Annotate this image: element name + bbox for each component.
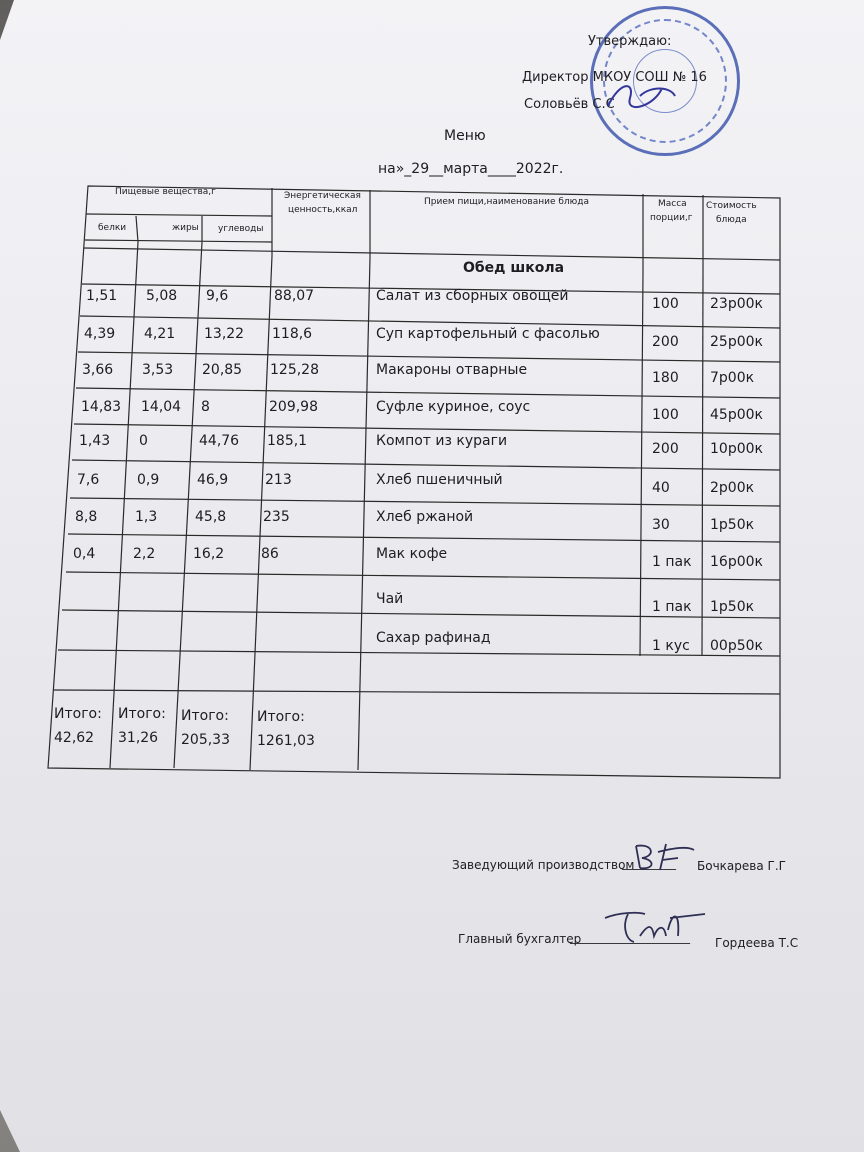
- chief-signature: [628, 838, 698, 874]
- accountant-name: Гордеева Т.С: [715, 936, 799, 950]
- row-8-fat: 2,2: [133, 546, 156, 562]
- row-8-dish-cost: 16р00к: [710, 554, 763, 570]
- menu-title: Меню: [444, 128, 486, 144]
- row-5-dish-name: Компот из кураги: [376, 433, 508, 449]
- row-8-energy: 86: [261, 546, 279, 562]
- accountant-line: ____________________: [570, 930, 690, 944]
- row-1-dish-name: Салат из сборных овощей: [376, 288, 569, 304]
- row-4-fat: 14,04: [141, 399, 182, 415]
- header-energy-1: Энергетическая: [284, 191, 361, 201]
- row-1-protein: 1,51: [86, 288, 118, 304]
- total-label-energy: Итого:: [257, 709, 305, 725]
- header-fat: жиры: [172, 223, 199, 233]
- row-2-carbs: 13,22: [204, 326, 245, 342]
- total-carbs: 205,33: [181, 732, 230, 748]
- row-4-dish-cost: 45р00к: [710, 407, 763, 423]
- row-9-dish-name: Чай: [376, 591, 404, 607]
- header-cost-1: Стоимость: [706, 201, 757, 211]
- total-label-fat: Итого:: [118, 706, 166, 722]
- row-8-carbs: 16,2: [193, 546, 225, 562]
- chief-name: Бочкарева Г.Г: [697, 859, 786, 873]
- row-9-portion-mass: 1 пак: [652, 599, 692, 615]
- row-2-protein: 4,39: [84, 326, 116, 342]
- approval-label: Утверждаю:: [588, 34, 672, 49]
- accountant-signature: [600, 906, 710, 950]
- total-fat: 31,26: [118, 730, 159, 746]
- row-2-energy: 118,6: [272, 326, 313, 342]
- row-1-fat: 5,08: [146, 288, 178, 304]
- accountant-label: Главный бухгалтер: [458, 932, 582, 946]
- row-4-energy: 209,98: [269, 399, 318, 415]
- row-4-dish-name: Суфле куриное, соус: [376, 399, 531, 415]
- row-10-dish-name: Сахар рафинад: [376, 630, 491, 646]
- header-protein: белки: [98, 223, 127, 233]
- row-10-dish-cost: 00р50к: [710, 638, 763, 654]
- total-label-carbs: Итого:: [181, 708, 229, 724]
- row-3-protein: 3,66: [82, 362, 114, 378]
- row-3-carbs: 20,85: [202, 362, 243, 378]
- row-4-protein: 14,83: [81, 399, 122, 415]
- row-6-energy: 213: [265, 472, 292, 488]
- row-5-carbs: 44,76: [199, 433, 240, 449]
- row-7-fat: 1,3: [135, 509, 158, 525]
- row-6-portion-mass: 40: [652, 480, 670, 496]
- row-4-portion-mass: 100: [652, 407, 679, 423]
- row-3-portion-mass: 180: [652, 370, 679, 386]
- header-mass-1: Масса: [658, 199, 687, 209]
- row-2-dish-cost: 25р00к: [710, 334, 763, 350]
- row-6-dish-cost: 2р00к: [710, 480, 755, 496]
- total-energy: 1261,03: [257, 733, 315, 749]
- row-6-carbs: 46,9: [197, 472, 229, 488]
- header-cost-2: блюда: [716, 215, 747, 225]
- row-6-dish-name: Хлеб пшеничный: [376, 472, 503, 488]
- row-5-fat: 0: [139, 433, 148, 449]
- row-4-carbs: 8: [201, 399, 210, 415]
- total-protein: 42,62: [54, 730, 95, 746]
- header-mass-2: порции,г: [650, 213, 693, 223]
- chief-line: _________: [622, 856, 676, 870]
- row-1-carbs: 9,6: [206, 288, 229, 304]
- row-7-energy: 235: [263, 509, 290, 525]
- row-3-energy: 125,28: [270, 362, 319, 378]
- header-nutrients: Пищевые вещества,г: [115, 187, 216, 197]
- director-signature: [600, 76, 680, 116]
- row-5-protein: 1,43: [79, 433, 111, 449]
- row-8-dish-name: Мак кофе: [376, 546, 448, 562]
- header-carbs: углеводы: [218, 224, 264, 234]
- row-5-portion-mass: 200: [652, 441, 679, 457]
- section-title: Обед школа: [463, 260, 565, 276]
- row-5-energy: 185,1: [267, 433, 308, 449]
- row-2-dish-name: Суп картофельный с фасолью: [376, 326, 600, 342]
- row-7-dish-cost: 1р50к: [710, 517, 755, 533]
- row-1-portion-mass: 100: [652, 296, 679, 312]
- row-7-portion-mass: 30: [652, 517, 670, 533]
- row-7-dish-name: Хлеб ржаной: [376, 509, 474, 525]
- row-3-dish-cost: 7р00к: [710, 370, 755, 386]
- chief-label: Заведующий производством: [452, 858, 635, 872]
- header-meal: Прием пищи,наименование блюда: [424, 197, 589, 207]
- row-3-fat: 3,53: [142, 362, 174, 378]
- row-9-dish-cost: 1р50к: [710, 599, 755, 615]
- row-8-protein: 0,4: [73, 546, 96, 562]
- total-label-protein: Итого:: [54, 706, 102, 722]
- row-6-fat: 0,9: [137, 472, 160, 488]
- director-title: Директор МКОУ СОШ № 16: [522, 70, 707, 85]
- row-1-dish-cost: 23р00к: [710, 296, 763, 312]
- row-3-dish-name: Макароны отварные: [376, 362, 528, 378]
- director-name: Соловьёв С.С: [524, 97, 615, 112]
- row-7-carbs: 45,8: [195, 509, 227, 525]
- header-energy-2: ценность,ккал: [288, 205, 358, 215]
- row-7-protein: 8,8: [75, 509, 98, 525]
- row-1-energy: 88,07: [274, 288, 315, 304]
- menu-date: на»_29__марта____2022г.: [378, 161, 564, 177]
- row-8-portion-mass: 1 пак: [652, 554, 692, 570]
- row-10-portion-mass: 1 кус: [652, 638, 690, 654]
- row-6-protein: 7,6: [77, 472, 100, 488]
- row-5-dish-cost: 10р00к: [710, 441, 763, 457]
- row-2-portion-mass: 200: [652, 334, 679, 350]
- row-2-fat: 4,21: [144, 326, 176, 342]
